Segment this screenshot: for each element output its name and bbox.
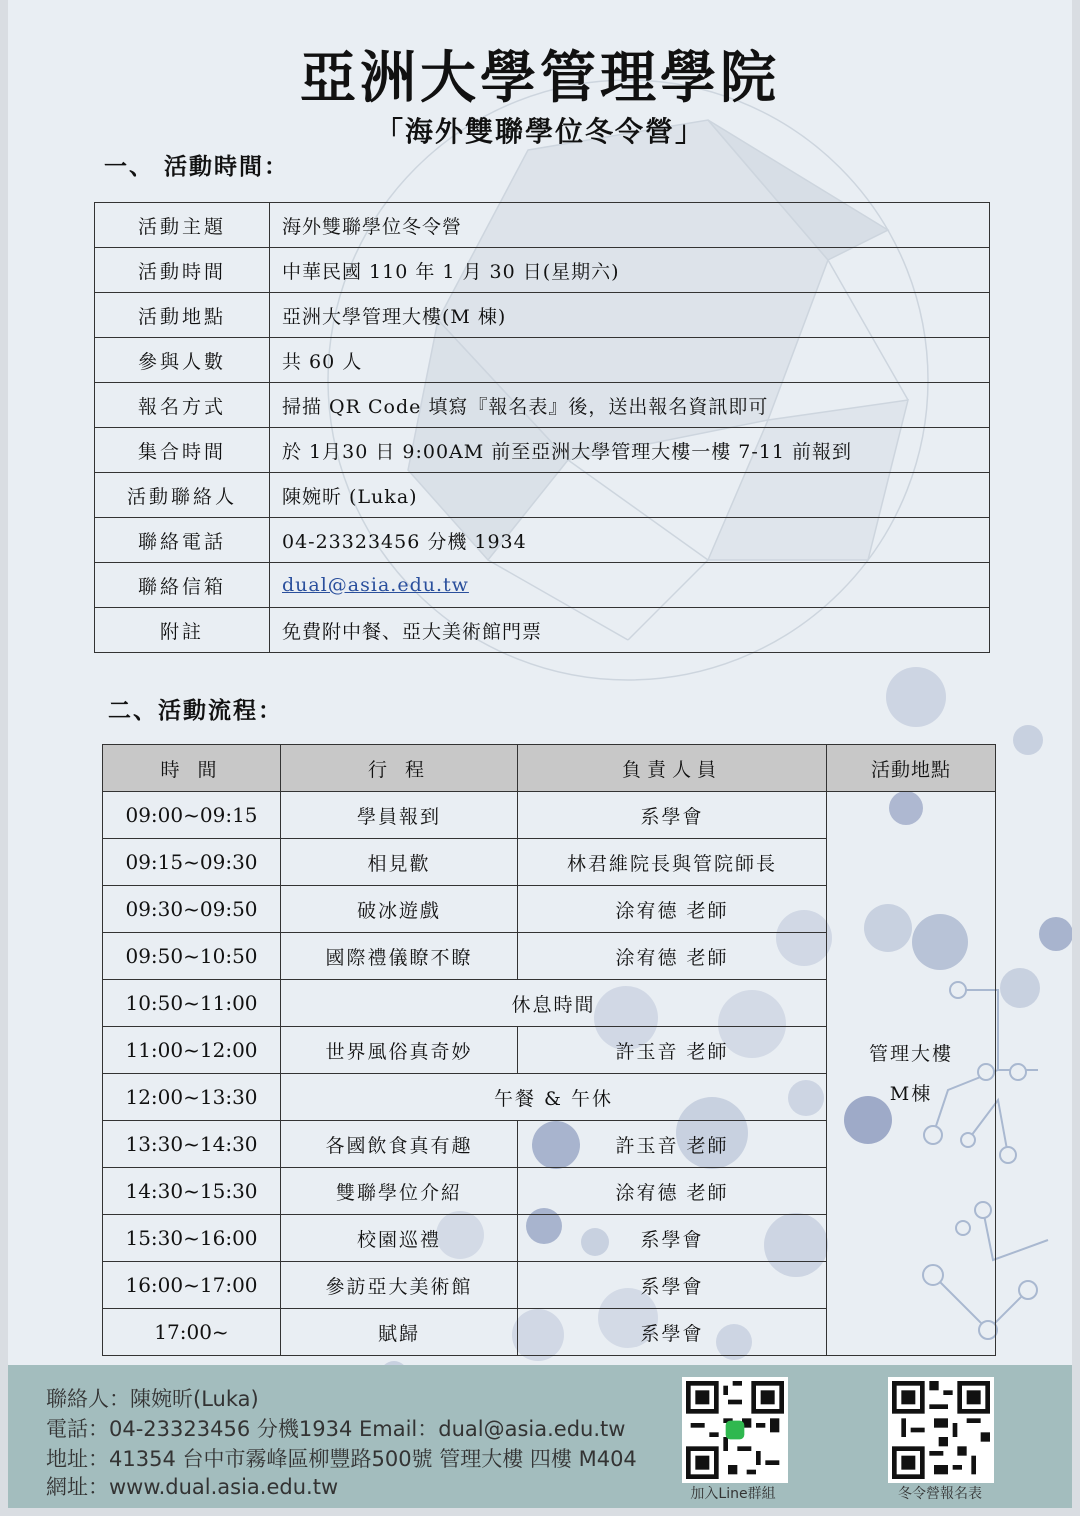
table-row [95, 518, 990, 563]
column-header-person: 負責人員 [518, 745, 827, 792]
schedule-event: 午餐 & 午休 [281, 1074, 827, 1121]
info-value: 海外雙聯學位冬令營 [270, 203, 990, 248]
schedule-location [827, 792, 996, 1356]
column-header-time: 時 間 [103, 745, 281, 792]
location-line: M棟 [889, 1082, 933, 1105]
schedule-time: 16:00~17:00 [103, 1262, 281, 1309]
schedule-event: 各國飲食真有趣 [281, 1121, 518, 1168]
table-row [95, 248, 990, 293]
line-group-qr-code-icon[interactable] [682, 1377, 788, 1483]
info-label: 活動主題 [95, 203, 270, 248]
info-value: 陳婉昕 (Luka) [270, 473, 990, 518]
schedule-time: 11:00~12:00 [103, 1027, 281, 1074]
qr-caption-line: 加入Line群組 [690, 1486, 776, 1502]
footer-phone-email: 電話：04-23323456 分機1934 Email：dual@asia.edu.tw [46, 1417, 626, 1441]
table-row [95, 383, 990, 428]
table-row [95, 428, 990, 473]
table-row [95, 473, 990, 518]
schedule-person: 系學會 [518, 1309, 827, 1356]
schedule-person: 系學會 [518, 792, 827, 839]
schedule-person: 許玉音 老師 [518, 1027, 827, 1074]
table-row [95, 293, 990, 338]
info-value: 04-23323456 分機 1934 [270, 518, 990, 563]
location-line: 管理大樓 [868, 1042, 953, 1065]
section-heading-schedule: 二、活動流程： [108, 697, 283, 724]
column-header-event: 行 程 [281, 745, 518, 792]
schedule-time: 13:30~14:30 [103, 1121, 281, 1168]
info-label: 聯絡電話 [95, 518, 270, 563]
table-row [95, 608, 990, 653]
registration-qr-code-icon[interactable] [888, 1377, 994, 1483]
schedule-event: 世界風俗真奇妙 [281, 1027, 518, 1074]
table-header-row [103, 745, 996, 792]
table-row [103, 792, 996, 839]
table-row [95, 203, 990, 248]
schedule-time: 09:30~09:50 [103, 886, 281, 933]
schedule-person: 涂宥德 老師 [518, 933, 827, 980]
schedule-time: 09:50~10:50 [103, 933, 281, 980]
schedule-event: 相見歡 [281, 839, 518, 886]
schedule-person: 系學會 [518, 1262, 827, 1309]
info-label: 集合時間 [95, 428, 270, 473]
info-label: 報名方式 [95, 383, 270, 428]
table-row [95, 338, 990, 383]
info-label: 聯絡信箱 [95, 563, 270, 608]
flyer-page [8, 0, 1072, 1508]
schedule-person: 許玉音 老師 [518, 1121, 827, 1168]
schedule-time: 10:50~11:00 [103, 980, 281, 1027]
page-subtitle: 「海外雙聯學位冬令營」 [374, 115, 705, 148]
schedule-person: 涂宥德 老師 [518, 886, 827, 933]
table-row [95, 563, 990, 608]
schedule-event: 學員報到 [281, 792, 518, 839]
info-value: 掃描 QR Code 填寫『報名表』後，送出報名資訊即可 [270, 383, 990, 428]
info-label: 活動地點 [95, 293, 270, 338]
info-value: 亞洲大學管理大樓(M 棟) [270, 293, 990, 338]
schedule-event: 雙聯學位介紹 [281, 1168, 518, 1215]
schedule-time: 12:00~13:30 [103, 1074, 281, 1121]
schedule-event: 破冰遊戲 [281, 886, 518, 933]
info-label: 活動時間 [95, 248, 270, 293]
info-value: 共 60 人 [270, 338, 990, 383]
schedule-event: 休息時間 [281, 980, 827, 1027]
page-title: 亞洲大學管理學院 [300, 45, 780, 111]
schedule-time: 09:15~09:30 [103, 839, 281, 886]
schedule-event: 校園巡禮 [281, 1215, 518, 1262]
footer-address: 地址：41354 台中市霧峰區柳豐路500號 管理大樓 四樓 M404 [46, 1447, 637, 1471]
footer-website[interactable]: 網址：www.dual.asia.edu.tw [46, 1475, 339, 1499]
info-label: 參與人數 [95, 338, 270, 383]
contact-footer [8, 1365, 1072, 1508]
info-label: 附註 [95, 608, 270, 653]
schedule-time: 09:00~09:15 [103, 792, 281, 839]
info-label: 活動聯絡人 [95, 473, 270, 518]
schedule-time: 14:30~15:30 [103, 1168, 281, 1215]
schedule-table [102, 744, 996, 1356]
info-value: 於 1月30 日 9:00AM 前至亞洲大學管理大樓一樓 7-11 前報到 [270, 428, 990, 473]
info-value: 中華民國 110 年 1 月 30 日(星期六) [270, 248, 990, 293]
schedule-person: 系學會 [518, 1215, 827, 1262]
schedule-event: 國際禮儀瞭不瞭 [281, 933, 518, 980]
schedule-event: 賦歸 [281, 1309, 518, 1356]
email-link[interactable]: dual@asia.edu.tw [282, 574, 469, 596]
qr-caption-registration: 冬令營報名表 [898, 1486, 982, 1502]
info-table [94, 202, 990, 653]
schedule-time: 15:30~16:00 [103, 1215, 281, 1262]
schedule-person: 林君維院長與管院師長 [518, 839, 827, 886]
section-heading-activity-time: 一、 活動時間： [104, 153, 290, 180]
schedule-time: 17:00~ [103, 1309, 281, 1356]
column-header-location: 活動地點 [827, 745, 996, 792]
footer-contact: 聯絡人：陳婉昕(Luka) [46, 1387, 259, 1411]
info-value: 免費附中餐、亞大美術館門票 [270, 608, 990, 653]
schedule-event: 參訪亞大美術館 [281, 1262, 518, 1309]
schedule-person: 涂宥德 老師 [518, 1168, 827, 1215]
